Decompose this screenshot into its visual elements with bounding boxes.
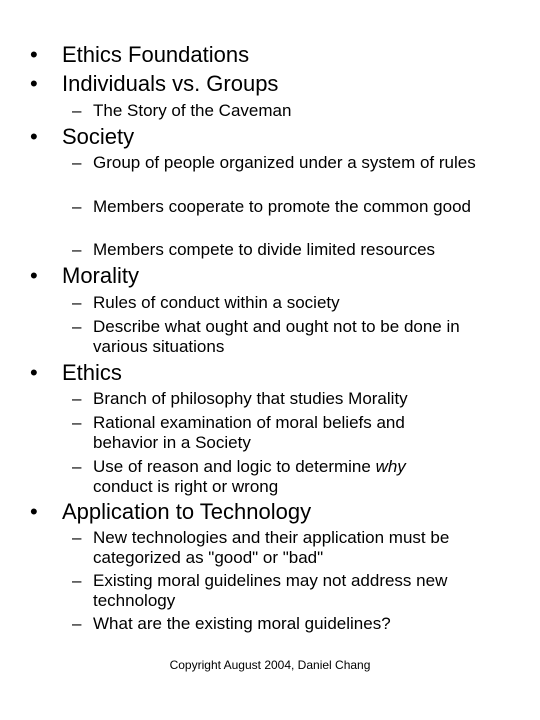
- sub-bullet-caveman: [72, 101, 512, 121]
- sub-bullet-text: The Story of the Caveman: [93, 101, 292, 120]
- bullet-title: Individuals vs. Groups: [62, 71, 279, 96]
- sub-bullet-society-compete: [72, 240, 512, 260]
- sub-bullet-text: Rules of conduct within a society: [93, 293, 340, 312]
- sub-bullet-society-cooperate: [72, 197, 512, 217]
- sub-bullet-text: What are the existing moral guidelines?: [93, 614, 391, 633]
- sub-bullet-text: Branch of philosophy that studies Morality: [93, 389, 408, 408]
- bullet-icon: •: [30, 263, 38, 288]
- dash-icon: –: [72, 240, 82, 259]
- bullet-icon: •: [30, 42, 38, 67]
- sub-bullet-text: New technologies and their application must be categorized as "good" or "bad": [93, 528, 450, 567]
- dash-icon: –: [72, 413, 82, 432]
- dash-icon: –: [72, 389, 82, 408]
- reason-text-before: Use of reason and logic to determine: [93, 457, 376, 476]
- bullet-title: Ethics: [62, 360, 122, 385]
- sub-bullet-ethics-rational: [72, 413, 512, 452]
- sub-bullet-text: Group of people organized under a system of rules: [93, 153, 476, 172]
- sub-bullet-text: Describe what ought and ought not to be done in various situations: [93, 317, 460, 356]
- dash-icon: –: [72, 153, 82, 172]
- sub-bullet-ethics-reason: [72, 457, 512, 496]
- dash-icon: –: [72, 528, 82, 547]
- bullet-icon: •: [30, 71, 38, 96]
- sub-bullet-ethics-branch: [72, 389, 512, 409]
- sub-bullet-text: Members cooperate to promote the common good: [93, 197, 471, 216]
- dash-icon: –: [72, 457, 82, 476]
- reason-text-emphasis: why: [375, 457, 406, 476]
- dash-icon: –: [72, 317, 82, 336]
- sub-bullet-morality-rules: [72, 293, 512, 313]
- copyright-footer: Copyright August 2004, Daniel Chang: [169, 658, 371, 672]
- dash-icon: –: [72, 101, 82, 120]
- reason-text-after: conduct is right or wrong: [93, 476, 279, 496]
- dash-icon: –: [72, 293, 82, 312]
- bullet-icon: •: [30, 124, 38, 149]
- sub-bullet-text: [93, 457, 467, 496]
- sub-bullet-text: Members compete to divide limited resources: [93, 240, 436, 259]
- sub-bullet-text: Rational examination of moral beliefs and behavior in a Society: [93, 413, 405, 452]
- sub-bullet-application-new: [72, 528, 512, 567]
- bullet-icon: •: [30, 360, 38, 385]
- sub-bullet-morality-describe: [72, 317, 512, 356]
- dash-icon: –: [72, 614, 82, 633]
- sub-bullet-application-existing: [72, 571, 512, 610]
- dash-icon: –: [72, 197, 82, 216]
- sub-bullet-text: Existing moral guidelines may not address new technology: [93, 571, 448, 610]
- bullet-title: Ethics Foundations: [62, 42, 250, 67]
- bullet-icon: •: [30, 499, 38, 524]
- bullet-title: Society: [62, 124, 135, 149]
- sub-bullet-society-rules: [72, 153, 512, 173]
- sub-bullet-application-question: [72, 614, 512, 634]
- dash-icon: –: [72, 571, 82, 590]
- bullet-title: Morality: [62, 263, 140, 288]
- bullet-title: Application to Technology: [62, 499, 312, 524]
